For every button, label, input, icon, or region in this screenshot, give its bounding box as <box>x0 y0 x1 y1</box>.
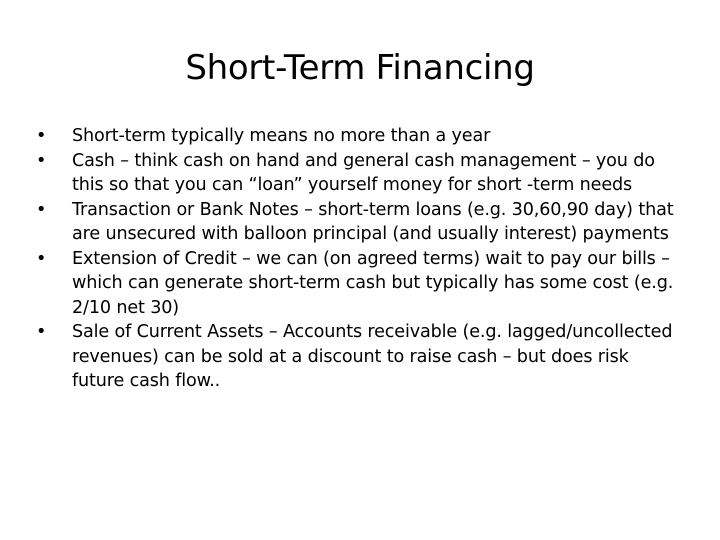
bullet-item <box>36 247 686 321</box>
bullet-text: Cash – think cash on hand and general cash management – you do this so that you can “loan” yourself money for short -term needs <box>72 150 655 195</box>
bullet-dot-icon: • <box>36 322 47 342</box>
bullet-dot-icon: • <box>36 126 47 146</box>
bullet-text: Short-term typically means no more than a year <box>72 126 491 146</box>
bullet-item <box>36 320 686 394</box>
bullet-item <box>36 149 686 198</box>
bullet-dot-icon: • <box>36 199 47 220</box>
slide-title: Short-Term Financing <box>185 48 535 88</box>
bullet-item <box>36 124 686 149</box>
bullet-dot-icon: • <box>36 150 47 171</box>
bullet-item <box>36 198 686 247</box>
bullet-text: Extension of Credit – we can (on agreed terms) wait to pay our bills – which can generate short-term cash but typically has some cost (e.g. 2/10 net 30) <box>72 248 674 318</box>
bullet-text: Sale of Current Assets – Accounts receivable (e.g. lagged/uncollected revenues) can be sold at a discount to raise cash – but does risk future cash flow.. <box>72 322 673 391</box>
bullet-list <box>36 124 686 394</box>
bullet-text: Transaction or Bank Notes – short-term loans (e.g. 30,60,90 day) that are unsecured with balloon principal (and usually interest) payments <box>72 199 674 244</box>
bullet-dot-icon: • <box>36 248 47 269</box>
